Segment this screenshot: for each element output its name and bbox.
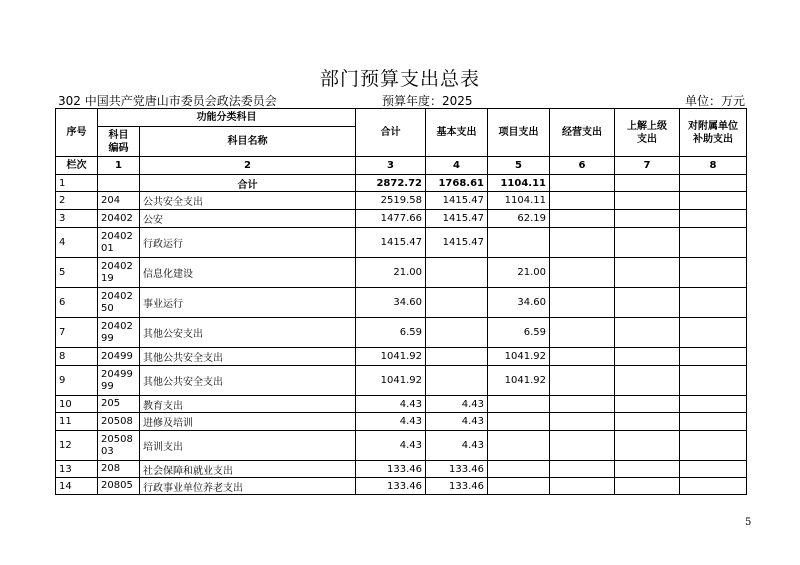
header-operation: 经营支出: [550, 109, 615, 157]
row-total: 1041.92: [356, 366, 426, 396]
table-row: [56, 288, 747, 318]
header-basic: 基本支出: [426, 109, 488, 157]
header-function-category: 功能分类科目: [98, 109, 356, 127]
row-seq: 2: [56, 192, 98, 210]
row-subsidy: [680, 192, 747, 210]
row-operation: [550, 396, 615, 413]
row-basic: 1415.47: [426, 192, 488, 210]
row-basic: 1415.47: [426, 210, 488, 228]
row-subsidy: [680, 175, 747, 192]
row-project: [488, 431, 550, 461]
row-basic: 133.46: [426, 478, 488, 495]
row-name: 社会保障和就业支出: [140, 461, 356, 478]
table-row: [56, 318, 747, 348]
row-upper: [615, 478, 680, 495]
row-seq: 12: [56, 431, 98, 461]
row-total: 1415.47: [356, 228, 426, 258]
row-total: 4.43: [356, 396, 426, 413]
table-row: [56, 478, 747, 495]
table-row: [56, 175, 747, 192]
header-code: 科目 编码: [98, 127, 140, 157]
row-basic: [426, 258, 488, 288]
row-total: 4.43: [356, 413, 426, 431]
row-upper: [615, 175, 680, 192]
row-seq: 6: [56, 288, 98, 318]
row-upper: [615, 431, 680, 461]
row-subsidy: [680, 366, 747, 396]
row-upper: [615, 348, 680, 366]
row-basic: [426, 348, 488, 366]
row-operation: [550, 175, 615, 192]
row-code: 205: [98, 396, 140, 413]
row-code: 2040201: [98, 228, 140, 258]
row-basic: 1768.61: [426, 175, 488, 192]
table-row: [56, 210, 747, 228]
row-total: 133.46: [356, 478, 426, 495]
row-project: 21.00: [488, 258, 550, 288]
row-code: [98, 175, 140, 192]
row-subsidy: [680, 318, 747, 348]
row-project: 1104.11: [488, 192, 550, 210]
row-seq: 7: [56, 318, 98, 348]
row-seq: 13: [56, 461, 98, 478]
row-name: 信息化建设: [140, 258, 356, 288]
row-operation: [550, 210, 615, 228]
table-row: [56, 348, 747, 366]
row-total: 2872.72: [356, 175, 426, 192]
row-seq: 3: [56, 210, 98, 228]
row-basic: [426, 366, 488, 396]
row-operation: [550, 258, 615, 288]
index-cell: 2: [140, 157, 356, 175]
row-subsidy: [680, 478, 747, 495]
row-operation: [550, 413, 615, 431]
row-upper: [615, 192, 680, 210]
header-project: 项目支出: [488, 109, 550, 157]
row-subsidy: [680, 288, 747, 318]
header-name: 科目名称: [140, 127, 356, 157]
row-basic: 133.46: [426, 461, 488, 478]
index-cell: 栏次: [56, 157, 98, 175]
row-upper: [615, 288, 680, 318]
index-cell: 5: [488, 157, 550, 175]
table-row: [56, 228, 747, 258]
index-cell: 8: [680, 157, 747, 175]
row-name: 行政事业单位养老支出: [140, 478, 356, 495]
row-subsidy: [680, 210, 747, 228]
row-seq: 1: [56, 175, 98, 192]
table-row: [56, 258, 747, 288]
row-total: 1477.66: [356, 210, 426, 228]
row-operation: [550, 288, 615, 318]
table-body: [56, 175, 747, 495]
index-cell: 4: [426, 157, 488, 175]
row-seq: 8: [56, 348, 98, 366]
row-code: 208: [98, 461, 140, 478]
row-subsidy: [680, 461, 747, 478]
row-project: [488, 413, 550, 431]
index-cell: 1: [98, 157, 140, 175]
row-total: 6.59: [356, 318, 426, 348]
row-total: 21.00: [356, 258, 426, 288]
budget-table: [55, 108, 747, 495]
row-seq: 9: [56, 366, 98, 396]
index-cell: 6: [550, 157, 615, 175]
header-total: 合计: [356, 109, 426, 157]
table-row: [56, 192, 747, 210]
row-operation: [550, 348, 615, 366]
row-seq: 11: [56, 413, 98, 431]
row-code: 2040299: [98, 318, 140, 348]
row-name: 其他公共安全支出: [140, 366, 356, 396]
row-code: 2050803: [98, 431, 140, 461]
row-seq: 5: [56, 258, 98, 288]
unit-label: 单位：万元: [685, 94, 746, 108]
row-operation: [550, 431, 615, 461]
row-code: 20805: [98, 478, 140, 495]
row-project: [488, 228, 550, 258]
row-upper: [615, 461, 680, 478]
row-operation: [550, 366, 615, 396]
row-project: 1041.92: [488, 366, 550, 396]
row-name: 事业运行: [140, 288, 356, 318]
index-cell: 7: [615, 157, 680, 175]
budget-year-label: 预算年度：2025: [382, 94, 473, 108]
row-name: 教育支出: [140, 396, 356, 413]
row-name: 公安: [140, 210, 356, 228]
row-basic: 4.43: [426, 413, 488, 431]
row-upper: [615, 318, 680, 348]
row-subsidy: [680, 348, 747, 366]
row-name: 其他公安支出: [140, 318, 356, 348]
row-basic: [426, 318, 488, 348]
row-basic: 4.43: [426, 431, 488, 461]
row-total: 34.60: [356, 288, 426, 318]
row-subsidy: [680, 228, 747, 258]
page-title: 部门预算支出总表: [319, 68, 480, 90]
row-subsidy: [680, 396, 747, 413]
row-code: 20402: [98, 210, 140, 228]
row-name: 其他公共安全支出: [140, 348, 356, 366]
header-seq: 序号: [56, 109, 98, 157]
page-number: 5: [745, 517, 752, 528]
table-row: [56, 461, 747, 478]
row-total: 2519.58: [356, 192, 426, 210]
row-project: 1104.11: [488, 175, 550, 192]
row-project: [488, 461, 550, 478]
row-code: 2040250: [98, 288, 140, 318]
row-seq: 10: [56, 396, 98, 413]
row-project: 6.59: [488, 318, 550, 348]
row-upper: [615, 210, 680, 228]
table-row: [56, 431, 747, 461]
index-cell: 3: [356, 157, 426, 175]
row-operation: [550, 228, 615, 258]
row-code: 20508: [98, 413, 140, 431]
row-project: 62.19: [488, 210, 550, 228]
row-operation: [550, 461, 615, 478]
index-row: [56, 157, 747, 175]
row-code: 2049999: [98, 366, 140, 396]
organization-label: 302 中国共产党唐山市委员会政法委员会: [58, 94, 277, 108]
row-subsidy: [680, 258, 747, 288]
row-name: 培训支出: [140, 431, 356, 461]
row-seq: 4: [56, 228, 98, 258]
row-upper: [615, 366, 680, 396]
row-subsidy: [680, 431, 747, 461]
row-operation: [550, 318, 615, 348]
header-subsidy: 对附属单位 补助支出: [680, 109, 747, 157]
row-total: 133.46: [356, 461, 426, 478]
row-project: [488, 396, 550, 413]
row-seq: 14: [56, 478, 98, 495]
row-total: 4.43: [356, 431, 426, 461]
row-project: [488, 478, 550, 495]
row-basic: 1415.47: [426, 228, 488, 258]
row-project: 1041.92: [488, 348, 550, 366]
row-project: 34.60: [488, 288, 550, 318]
row-name: 公共安全支出: [140, 192, 356, 210]
row-upper: [615, 228, 680, 258]
row-operation: [550, 192, 615, 210]
table-row: [56, 413, 747, 431]
header-upper: 上解上级 支出: [615, 109, 680, 157]
row-name: 进修及培训: [140, 413, 356, 431]
row-name: 行政运行: [140, 228, 356, 258]
row-code: 20499: [98, 348, 140, 366]
row-name: 合计: [140, 175, 356, 192]
table-row: [56, 366, 747, 396]
row-basic: 4.43: [426, 396, 488, 413]
row-code: 204: [98, 192, 140, 210]
row-code: 2040219: [98, 258, 140, 288]
row-upper: [615, 396, 680, 413]
table-row: [56, 396, 747, 413]
row-total: 1041.92: [356, 348, 426, 366]
row-upper: [615, 258, 680, 288]
row-upper: [615, 413, 680, 431]
row-subsidy: [680, 413, 747, 431]
row-operation: [550, 478, 615, 495]
row-basic: [426, 288, 488, 318]
